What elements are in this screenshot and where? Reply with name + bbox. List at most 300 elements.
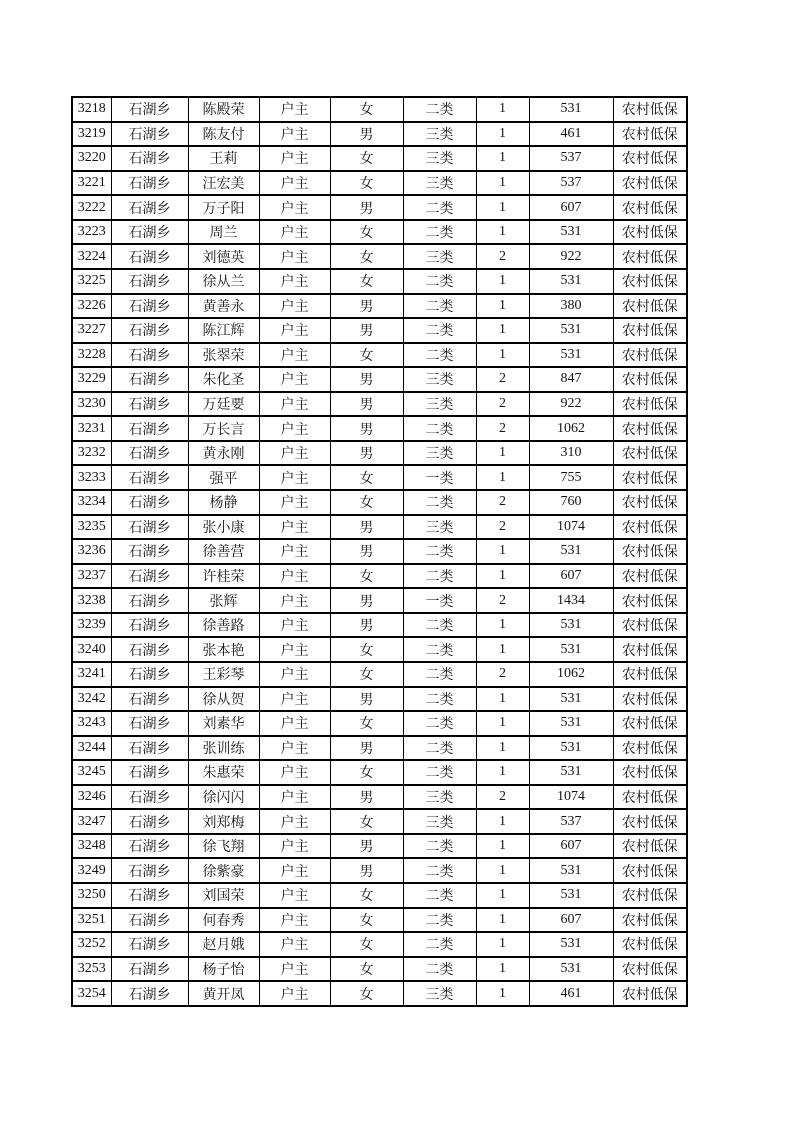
cell-benefit-type: 农村低保 bbox=[613, 294, 687, 319]
table-row bbox=[72, 171, 687, 196]
cell-township: 石湖乡 bbox=[111, 465, 188, 490]
cell-gender: 男 bbox=[330, 687, 403, 712]
cell-persons: 2 bbox=[476, 416, 529, 441]
cell-amount: 607 bbox=[529, 834, 613, 859]
cell-persons: 1 bbox=[476, 220, 529, 245]
cell-township: 石湖乡 bbox=[111, 736, 188, 761]
cell-persons: 1 bbox=[476, 343, 529, 368]
cell-amount: 537 bbox=[529, 171, 613, 196]
cell-category: 一类 bbox=[403, 588, 476, 613]
cell-amount: 1074 bbox=[529, 515, 613, 540]
cell-gender: 男 bbox=[330, 858, 403, 883]
cell-relation-to-head: 户主 bbox=[259, 343, 330, 368]
cell-serial-no: 3223 bbox=[72, 220, 111, 245]
cell-relation-to-head: 户主 bbox=[259, 711, 330, 736]
cell-relation-to-head: 户主 bbox=[259, 588, 330, 613]
cell-category: 二类 bbox=[403, 564, 476, 589]
cell-category: 二类 bbox=[403, 490, 476, 515]
table-row bbox=[72, 367, 687, 392]
cell-name: 朱惠荣 bbox=[188, 760, 259, 785]
cell-benefit-type: 农村低保 bbox=[613, 662, 687, 687]
table-row bbox=[72, 809, 687, 834]
table-row bbox=[72, 122, 687, 147]
cell-benefit-type: 农村低保 bbox=[613, 490, 687, 515]
cell-relation-to-head: 户主 bbox=[259, 539, 330, 564]
cell-benefit-type: 农村低保 bbox=[613, 858, 687, 883]
cell-name: 汪宏美 bbox=[188, 171, 259, 196]
cell-benefit-type: 农村低保 bbox=[613, 318, 687, 343]
cell-gender: 男 bbox=[330, 367, 403, 392]
cell-gender: 男 bbox=[330, 392, 403, 417]
cell-benefit-type: 农村低保 bbox=[613, 244, 687, 269]
cell-amount: 531 bbox=[529, 613, 613, 638]
cell-persons: 1 bbox=[476, 294, 529, 319]
cell-serial-no: 3242 bbox=[72, 687, 111, 712]
cell-benefit-type: 农村低保 bbox=[613, 711, 687, 736]
cell-township: 石湖乡 bbox=[111, 981, 188, 1006]
cell-serial-no: 3241 bbox=[72, 662, 111, 687]
cell-benefit-type: 农村低保 bbox=[613, 834, 687, 859]
cell-serial-no: 3249 bbox=[72, 858, 111, 883]
cell-amount: 531 bbox=[529, 736, 613, 761]
cell-amount: 537 bbox=[529, 809, 613, 834]
cell-gender: 女 bbox=[330, 809, 403, 834]
table-row bbox=[72, 711, 687, 736]
cell-amount: 531 bbox=[529, 711, 613, 736]
cell-relation-to-head: 户主 bbox=[259, 515, 330, 540]
cell-gender: 女 bbox=[330, 932, 403, 957]
cell-benefit-type: 农村低保 bbox=[613, 122, 687, 147]
cell-township: 石湖乡 bbox=[111, 687, 188, 712]
table-row bbox=[72, 932, 687, 957]
cell-amount: 531 bbox=[529, 318, 613, 343]
table-row bbox=[72, 146, 687, 171]
cell-category: 二类 bbox=[403, 932, 476, 957]
cell-amount: 1074 bbox=[529, 785, 613, 810]
cell-name: 徐善路 bbox=[188, 613, 259, 638]
cell-category: 二类 bbox=[403, 736, 476, 761]
cell-gender: 女 bbox=[330, 269, 403, 294]
cell-name: 陈殿荣 bbox=[188, 97, 259, 122]
cell-gender: 男 bbox=[330, 441, 403, 466]
cell-serial-no: 3233 bbox=[72, 465, 111, 490]
cell-persons: 1 bbox=[476, 809, 529, 834]
cell-gender: 男 bbox=[330, 539, 403, 564]
table-row bbox=[72, 687, 687, 712]
cell-name: 万长言 bbox=[188, 416, 259, 441]
cell-category: 二类 bbox=[403, 343, 476, 368]
cell-name: 徐紫豪 bbox=[188, 858, 259, 883]
table-row bbox=[72, 441, 687, 466]
cell-category: 二类 bbox=[403, 711, 476, 736]
cell-amount: 531 bbox=[529, 957, 613, 982]
cell-persons: 1 bbox=[476, 539, 529, 564]
cell-gender: 女 bbox=[330, 908, 403, 933]
cell-persons: 1 bbox=[476, 97, 529, 122]
cell-amount: 531 bbox=[529, 97, 613, 122]
cell-category: 二类 bbox=[403, 539, 476, 564]
cell-persons: 2 bbox=[476, 515, 529, 540]
cell-serial-no: 3229 bbox=[72, 367, 111, 392]
cell-relation-to-head: 户主 bbox=[259, 122, 330, 147]
cell-category: 三类 bbox=[403, 171, 476, 196]
cell-name: 杨静 bbox=[188, 490, 259, 515]
cell-serial-no: 3228 bbox=[72, 343, 111, 368]
cell-persons: 2 bbox=[476, 588, 529, 613]
cell-township: 石湖乡 bbox=[111, 834, 188, 859]
cell-amount: 380 bbox=[529, 294, 613, 319]
cell-persons: 1 bbox=[476, 858, 529, 883]
cell-benefit-type: 农村低保 bbox=[613, 785, 687, 810]
cell-serial-no: 3237 bbox=[72, 564, 111, 589]
cell-benefit-type: 农村低保 bbox=[613, 465, 687, 490]
cell-township: 石湖乡 bbox=[111, 957, 188, 982]
cell-name: 张训练 bbox=[188, 736, 259, 761]
cell-name: 张辉 bbox=[188, 588, 259, 613]
cell-category: 三类 bbox=[403, 515, 476, 540]
cell-gender: 女 bbox=[330, 146, 403, 171]
cell-serial-no: 3220 bbox=[72, 146, 111, 171]
cell-benefit-type: 农村低保 bbox=[613, 146, 687, 171]
table-row bbox=[72, 760, 687, 785]
cell-amount: 310 bbox=[529, 441, 613, 466]
cell-persons: 1 bbox=[476, 760, 529, 785]
cell-gender: 男 bbox=[330, 122, 403, 147]
cell-persons: 1 bbox=[476, 195, 529, 220]
cell-relation-to-head: 户主 bbox=[259, 809, 330, 834]
cell-gender: 女 bbox=[330, 343, 403, 368]
table-row bbox=[72, 908, 687, 933]
cell-name: 何春秀 bbox=[188, 908, 259, 933]
cell-category: 二类 bbox=[403, 687, 476, 712]
cell-amount: 531 bbox=[529, 343, 613, 368]
cell-relation-to-head: 户主 bbox=[259, 367, 330, 392]
table-row bbox=[72, 957, 687, 982]
table-row bbox=[72, 343, 687, 368]
table-row bbox=[72, 294, 687, 319]
cell-amount: 1062 bbox=[529, 416, 613, 441]
cell-amount: 922 bbox=[529, 392, 613, 417]
cell-persons: 1 bbox=[476, 981, 529, 1006]
cell-relation-to-head: 户主 bbox=[259, 318, 330, 343]
cell-gender: 女 bbox=[330, 981, 403, 1006]
table-row bbox=[72, 834, 687, 859]
table-row bbox=[72, 318, 687, 343]
cell-serial-no: 3245 bbox=[72, 760, 111, 785]
cell-benefit-type: 农村低保 bbox=[613, 343, 687, 368]
cell-amount: 461 bbox=[529, 122, 613, 147]
cell-benefit-type: 农村低保 bbox=[613, 981, 687, 1006]
cell-township: 石湖乡 bbox=[111, 858, 188, 883]
cell-benefit-type: 农村低保 bbox=[613, 564, 687, 589]
cell-township: 石湖乡 bbox=[111, 195, 188, 220]
cell-township: 石湖乡 bbox=[111, 244, 188, 269]
cell-category: 一类 bbox=[403, 465, 476, 490]
cell-name: 徐闪闪 bbox=[188, 785, 259, 810]
cell-persons: 2 bbox=[476, 392, 529, 417]
table-row bbox=[72, 392, 687, 417]
cell-township: 石湖乡 bbox=[111, 269, 188, 294]
cell-name: 周兰 bbox=[188, 220, 259, 245]
cell-name: 黄开凤 bbox=[188, 981, 259, 1006]
cell-relation-to-head: 户主 bbox=[259, 908, 330, 933]
cell-name: 杨子怡 bbox=[188, 957, 259, 982]
cell-amount: 607 bbox=[529, 908, 613, 933]
cell-relation-to-head: 户主 bbox=[259, 637, 330, 662]
cell-township: 石湖乡 bbox=[111, 883, 188, 908]
cell-name: 徐善营 bbox=[188, 539, 259, 564]
cell-amount: 531 bbox=[529, 220, 613, 245]
cell-persons: 1 bbox=[476, 908, 529, 933]
cell-relation-to-head: 户主 bbox=[259, 760, 330, 785]
cell-benefit-type: 农村低保 bbox=[613, 613, 687, 638]
table-row bbox=[72, 883, 687, 908]
cell-amount: 537 bbox=[529, 146, 613, 171]
cell-gender: 女 bbox=[330, 662, 403, 687]
cell-name: 许桂荣 bbox=[188, 564, 259, 589]
table-row bbox=[72, 416, 687, 441]
cell-persons: 1 bbox=[476, 637, 529, 662]
cell-amount: 760 bbox=[529, 490, 613, 515]
table-row bbox=[72, 981, 687, 1006]
cell-township: 石湖乡 bbox=[111, 294, 188, 319]
table-row bbox=[72, 539, 687, 564]
cell-relation-to-head: 户主 bbox=[259, 662, 330, 687]
cell-category: 二类 bbox=[403, 883, 476, 908]
cell-benefit-type: 农村低保 bbox=[613, 97, 687, 122]
cell-township: 石湖乡 bbox=[111, 760, 188, 785]
cell-gender: 女 bbox=[330, 244, 403, 269]
cell-amount: 461 bbox=[529, 981, 613, 1006]
table-row bbox=[72, 613, 687, 638]
table-row bbox=[72, 736, 687, 761]
cell-township: 石湖乡 bbox=[111, 637, 188, 662]
cell-benefit-type: 农村低保 bbox=[613, 392, 687, 417]
cell-category: 二类 bbox=[403, 195, 476, 220]
cell-persons: 1 bbox=[476, 736, 529, 761]
table-row bbox=[72, 244, 687, 269]
cell-name: 徐从贺 bbox=[188, 687, 259, 712]
cell-relation-to-head: 户主 bbox=[259, 294, 330, 319]
cell-benefit-type: 农村低保 bbox=[613, 367, 687, 392]
cell-benefit-type: 农村低保 bbox=[613, 171, 687, 196]
cell-amount: 607 bbox=[529, 564, 613, 589]
cell-serial-no: 3234 bbox=[72, 490, 111, 515]
cell-township: 石湖乡 bbox=[111, 416, 188, 441]
cell-gender: 女 bbox=[330, 465, 403, 490]
cell-township: 石湖乡 bbox=[111, 97, 188, 122]
cell-serial-no: 3236 bbox=[72, 539, 111, 564]
cell-persons: 2 bbox=[476, 367, 529, 392]
cell-persons: 1 bbox=[476, 687, 529, 712]
cell-gender: 男 bbox=[330, 785, 403, 810]
cell-relation-to-head: 户主 bbox=[259, 736, 330, 761]
cell-relation-to-head: 户主 bbox=[259, 244, 330, 269]
cell-category: 二类 bbox=[403, 908, 476, 933]
cell-persons: 1 bbox=[476, 883, 529, 908]
table-row bbox=[72, 637, 687, 662]
cell-serial-no: 3225 bbox=[72, 269, 111, 294]
cell-category: 二类 bbox=[403, 613, 476, 638]
cell-township: 石湖乡 bbox=[111, 367, 188, 392]
cell-township: 石湖乡 bbox=[111, 908, 188, 933]
cell-category: 二类 bbox=[403, 637, 476, 662]
cell-serial-no: 3250 bbox=[72, 883, 111, 908]
cell-category: 三类 bbox=[403, 146, 476, 171]
cell-relation-to-head: 户主 bbox=[259, 195, 330, 220]
cell-relation-to-head: 户主 bbox=[259, 490, 330, 515]
cell-serial-no: 3235 bbox=[72, 515, 111, 540]
table-row bbox=[72, 269, 687, 294]
cell-amount: 531 bbox=[529, 932, 613, 957]
cell-gender: 男 bbox=[330, 195, 403, 220]
cell-gender: 女 bbox=[330, 957, 403, 982]
cell-name: 刘素华 bbox=[188, 711, 259, 736]
cell-township: 石湖乡 bbox=[111, 515, 188, 540]
cell-relation-to-head: 户主 bbox=[259, 883, 330, 908]
table-row bbox=[72, 220, 687, 245]
cell-name: 黄善永 bbox=[188, 294, 259, 319]
cell-name: 黄永刚 bbox=[188, 441, 259, 466]
cell-gender: 女 bbox=[330, 564, 403, 589]
cell-category: 三类 bbox=[403, 809, 476, 834]
cell-category: 二类 bbox=[403, 760, 476, 785]
cell-name: 张小康 bbox=[188, 515, 259, 540]
cell-gender: 男 bbox=[330, 318, 403, 343]
cell-category: 三类 bbox=[403, 122, 476, 147]
cell-township: 石湖乡 bbox=[111, 146, 188, 171]
cell-name: 王彩琴 bbox=[188, 662, 259, 687]
cell-township: 石湖乡 bbox=[111, 539, 188, 564]
roster-body bbox=[72, 97, 687, 1006]
cell-persons: 1 bbox=[476, 318, 529, 343]
cell-relation-to-head: 户主 bbox=[259, 785, 330, 810]
cell-township: 石湖乡 bbox=[111, 171, 188, 196]
cell-township: 石湖乡 bbox=[111, 564, 188, 589]
cell-relation-to-head: 户主 bbox=[259, 171, 330, 196]
cell-benefit-type: 农村低保 bbox=[613, 883, 687, 908]
cell-benefit-type: 农村低保 bbox=[613, 637, 687, 662]
cell-relation-to-head: 户主 bbox=[259, 981, 330, 1006]
cell-township: 石湖乡 bbox=[111, 490, 188, 515]
cell-name: 徐飞翔 bbox=[188, 834, 259, 859]
cell-serial-no: 3251 bbox=[72, 908, 111, 933]
cell-gender: 女 bbox=[330, 883, 403, 908]
cell-relation-to-head: 户主 bbox=[259, 564, 330, 589]
cell-gender: 女 bbox=[330, 711, 403, 736]
cell-relation-to-head: 户主 bbox=[259, 932, 330, 957]
cell-relation-to-head: 户主 bbox=[259, 957, 330, 982]
cell-relation-to-head: 户主 bbox=[259, 269, 330, 294]
cell-township: 石湖乡 bbox=[111, 220, 188, 245]
cell-persons: 1 bbox=[476, 269, 529, 294]
subsistence-allowance-roster-table bbox=[71, 96, 688, 1007]
cell-amount: 531 bbox=[529, 858, 613, 883]
cell-persons: 1 bbox=[476, 171, 529, 196]
cell-serial-no: 3246 bbox=[72, 785, 111, 810]
cell-serial-no: 3244 bbox=[72, 736, 111, 761]
cell-name: 王莉 bbox=[188, 146, 259, 171]
cell-gender: 男 bbox=[330, 416, 403, 441]
cell-category: 三类 bbox=[403, 441, 476, 466]
cell-category: 三类 bbox=[403, 392, 476, 417]
cell-township: 石湖乡 bbox=[111, 343, 188, 368]
cell-benefit-type: 农村低保 bbox=[613, 195, 687, 220]
cell-serial-no: 3252 bbox=[72, 932, 111, 957]
table-row bbox=[72, 785, 687, 810]
cell-gender: 男 bbox=[330, 834, 403, 859]
cell-amount: 531 bbox=[529, 883, 613, 908]
cell-gender: 男 bbox=[330, 613, 403, 638]
cell-category: 二类 bbox=[403, 318, 476, 343]
cell-township: 石湖乡 bbox=[111, 809, 188, 834]
cell-township: 石湖乡 bbox=[111, 711, 188, 736]
cell-category: 二类 bbox=[403, 269, 476, 294]
cell-persons: 2 bbox=[476, 490, 529, 515]
cell-amount: 922 bbox=[529, 244, 613, 269]
cell-category: 二类 bbox=[403, 97, 476, 122]
table-row bbox=[72, 564, 687, 589]
cell-gender: 女 bbox=[330, 760, 403, 785]
cell-benefit-type: 农村低保 bbox=[613, 736, 687, 761]
table-row bbox=[72, 465, 687, 490]
cell-category: 二类 bbox=[403, 957, 476, 982]
cell-name: 强平 bbox=[188, 465, 259, 490]
cell-benefit-type: 农村低保 bbox=[613, 220, 687, 245]
cell-township: 石湖乡 bbox=[111, 588, 188, 613]
cell-relation-to-head: 户主 bbox=[259, 220, 330, 245]
cell-name: 刘国荣 bbox=[188, 883, 259, 908]
cell-persons: 1 bbox=[476, 465, 529, 490]
cell-category: 二类 bbox=[403, 662, 476, 687]
cell-benefit-type: 农村低保 bbox=[613, 416, 687, 441]
cell-amount: 607 bbox=[529, 195, 613, 220]
cell-relation-to-head: 户主 bbox=[259, 687, 330, 712]
cell-township: 石湖乡 bbox=[111, 122, 188, 147]
cell-amount: 531 bbox=[529, 269, 613, 294]
cell-serial-no: 3226 bbox=[72, 294, 111, 319]
cell-serial-no: 3219 bbox=[72, 122, 111, 147]
cell-name: 刘郑梅 bbox=[188, 809, 259, 834]
cell-persons: 1 bbox=[476, 122, 529, 147]
cell-serial-no: 3224 bbox=[72, 244, 111, 269]
cell-township: 石湖乡 bbox=[111, 662, 188, 687]
table-row bbox=[72, 588, 687, 613]
cell-benefit-type: 农村低保 bbox=[613, 515, 687, 540]
cell-serial-no: 3230 bbox=[72, 392, 111, 417]
cell-category: 三类 bbox=[403, 785, 476, 810]
cell-gender: 男 bbox=[330, 588, 403, 613]
cell-serial-no: 3240 bbox=[72, 637, 111, 662]
table-row bbox=[72, 662, 687, 687]
cell-persons: 1 bbox=[476, 957, 529, 982]
cell-serial-no: 3247 bbox=[72, 809, 111, 834]
cell-benefit-type: 农村低保 bbox=[613, 269, 687, 294]
cell-benefit-type: 农村低保 bbox=[613, 687, 687, 712]
cell-serial-no: 3238 bbox=[72, 588, 111, 613]
cell-amount: 847 bbox=[529, 367, 613, 392]
cell-name: 刘德英 bbox=[188, 244, 259, 269]
cell-serial-no: 3232 bbox=[72, 441, 111, 466]
cell-gender: 男 bbox=[330, 294, 403, 319]
cell-serial-no: 3231 bbox=[72, 416, 111, 441]
cell-benefit-type: 农村低保 bbox=[613, 760, 687, 785]
cell-persons: 1 bbox=[476, 146, 529, 171]
cell-relation-to-head: 户主 bbox=[259, 858, 330, 883]
cell-serial-no: 3248 bbox=[72, 834, 111, 859]
table-row bbox=[72, 515, 687, 540]
table-row bbox=[72, 490, 687, 515]
